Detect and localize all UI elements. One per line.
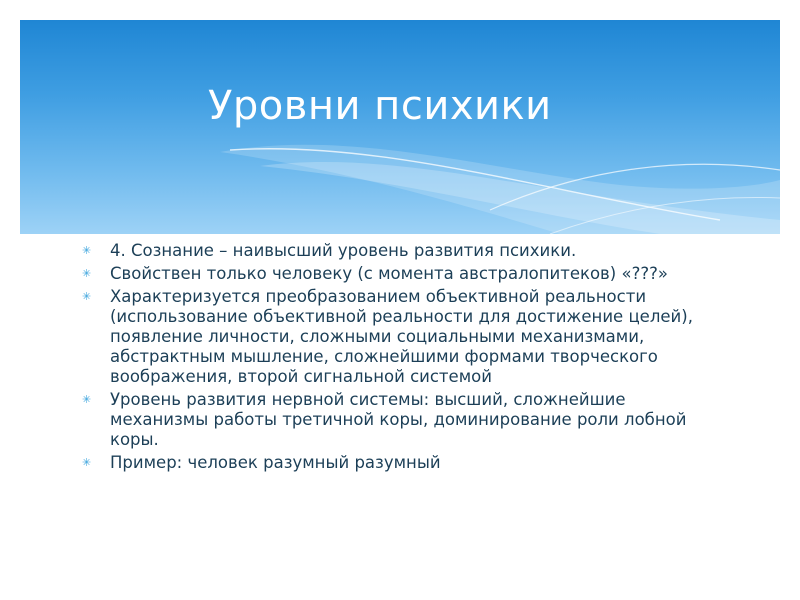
bullet-icon: ✳ [82, 456, 92, 469]
list-item-text: Свойствен только человеку (с момента австралопитеков) «???» [110, 264, 668, 283]
bullet-icon: ✳ [82, 244, 92, 257]
list-item [82, 390, 722, 450]
bullet-icon: ✳ [82, 393, 92, 406]
bullet-icon: ✳ [82, 267, 92, 280]
list-item [82, 264, 722, 284]
slide-title: Уровни психики [208, 83, 552, 129]
list-item-text: Характеризуется преобразованием объективной реальности (использование объективной реальности для достижение целей), появление личности, сложными социальными механизмами, абстрактным мышление, сложнейшими формами творческого воображения, второй сигнальной системой [110, 287, 693, 386]
bullet-list [82, 241, 722, 476]
list-item [82, 287, 722, 387]
list-item [82, 453, 722, 473]
list-item [82, 241, 722, 261]
bullet-icon: ✳ [82, 290, 92, 303]
list-item-text: Пример: человек разумный разумный [110, 453, 441, 472]
list-item-text: Уровень развития нервной системы: высший, сложнейшие механизмы работы третичной коры, доминирование роли лобной коры. [110, 390, 687, 449]
title-banner [20, 20, 780, 234]
list-item-text: 4. Сознание – наивысший уровень развития психики. [110, 241, 577, 260]
